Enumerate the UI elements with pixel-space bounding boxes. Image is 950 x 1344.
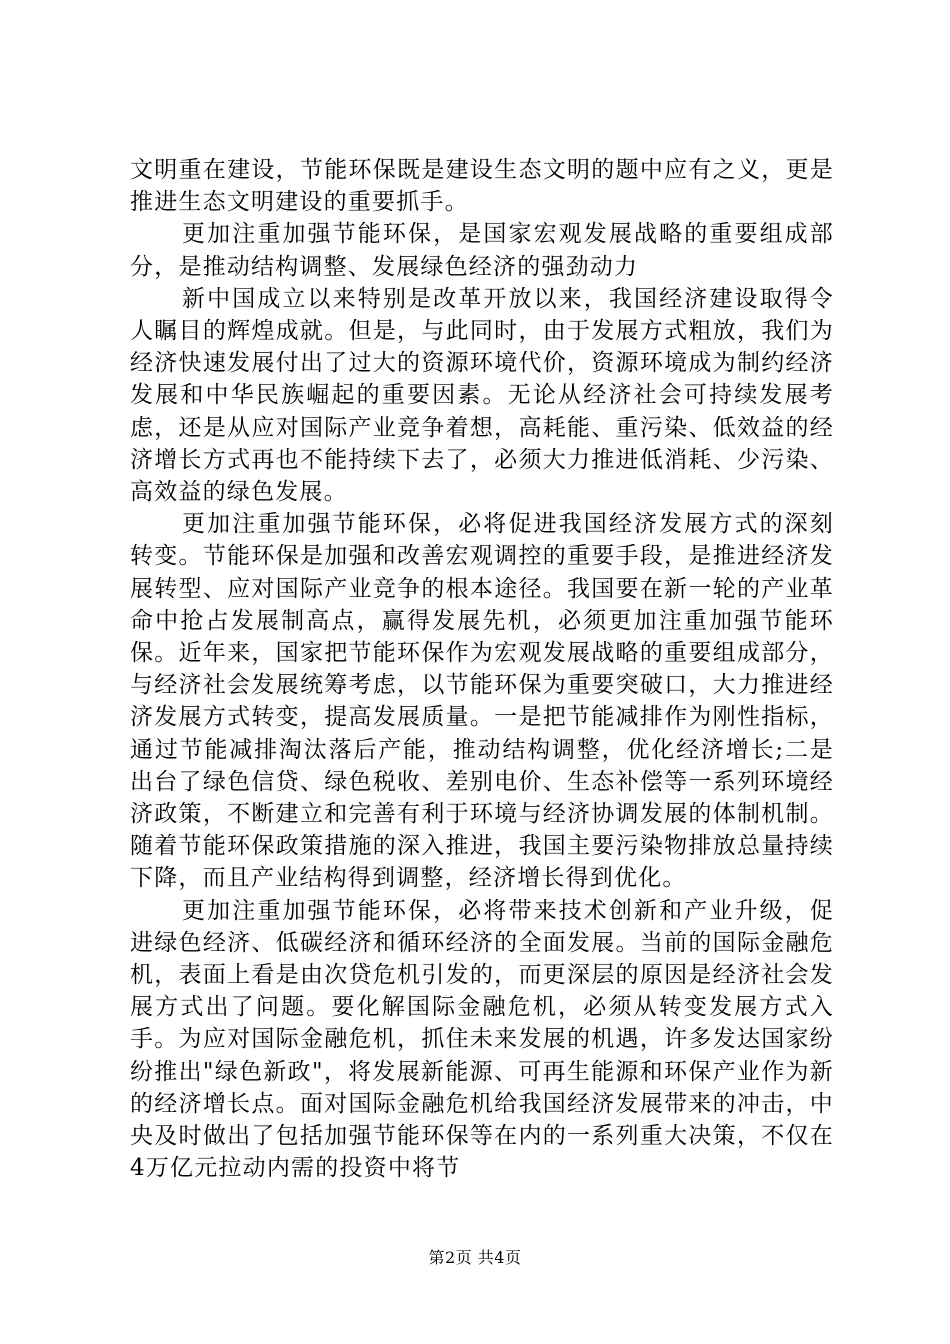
paragraph-heading-point: 更加注重加强节能环保，是国家宏观发展战略的重要组成部分，是推动结构调整、发展绿色经济的强劲动力 (130, 221, 834, 280)
paragraph-history: 新中国成立以来特别是改革开放以来，我国经济建设取得令人瞩目的辉煌成就。但是，与此同时，由于发展方式粗放，我们为经济快速发展付出了过大的资源环境代价，资源环境成为制约经济发展和中华民族崛起的重要因素。无论从经济社会可持续发展考虑，还是从应对国际产业竞争着想，高耗能、重污染、低效益的经济增长方式再也不能持续下去了，必须大力推进低消耗、少污染、高效益的绿色发展。 (130, 285, 834, 506)
paragraph-transformation: 更加注重加强节能环保，必将促进我国经济发展方式的深刻转变。节能环保是加强和改善宏观调控的重要手段，是推进经济发展转型、应对国际产业竞争的根本途径。我国要在新一轮的产业革命中抢占发展制高点，赢得发展先机，必须更加注重加强节能环保。近年来，国家把节能环保作为宏观发展战略的重要组成部分，与经济社会发展统筹考虑，以节能环保为重要突破口，大力推进经济发展方式转变，提高发展质量。一是把节能减排作为刚性指标，通过节能减排淘汰落后产能，推动结构调整，优化经济增长;二是出台了绿色信贷、绿色税收、差别电价、生态补偿等一系列环境经济政策，不断建立和完善有利于环境与经济协调发展的体制机制。随着节能环保政策措施的深入推进，我国主要污染物排放总量持续下降，而且产业结构得到调整，经济增长得到优化。 (130, 511, 834, 892)
paragraph-innovation: 更加注重加强节能环保，必将带来技术创新和产业升级，促进绿色经济、低碳经济和循环经济的全面发展。当前的国际金融危机，表面上看是由次贷危机引发的，而更深层的原因是经济社会发展方式出了问题。要化解国际金融危机，必须从转变发展方式入手。为应对国际金融危机，抓住未来发展的机遇，许多发达国家纷纷推出"绿色新政"，将发展新能源、可再生能源和环保产业作为新的经济增长点。面对国际金融危机给我国经济发展带来的冲击，中央及时做出了包括加强节能环保等在内的一系列重大决策，不仅在4万亿元拉动内需的投资中将节 (130, 897, 834, 1182)
document-body (130, 154, 834, 1185)
page-footer: 第2页 共4页 (428, 1248, 522, 1267)
paragraph-continuation: 文明重在建设，节能环保既是建设生态文明的题中应有之义，更是推进生态文明建设的重要抓手。 (130, 157, 834, 216)
